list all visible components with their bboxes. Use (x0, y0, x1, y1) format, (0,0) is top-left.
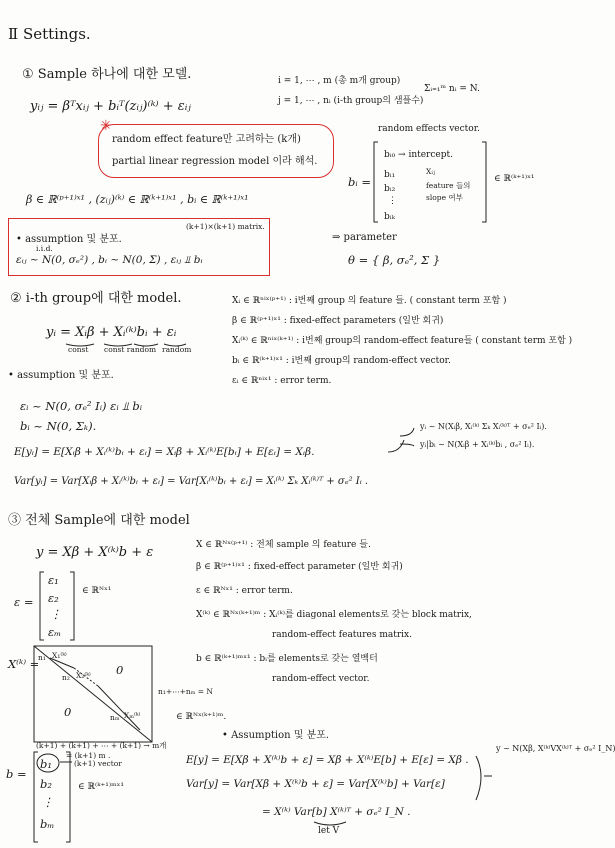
assumption-equation: εᵢⱼ ~ N(0, σₑ²) , bᵢ ~ N(0, Σ) , εᵢⱼ ⫫ bᵢ (16, 254, 203, 266)
xk-block: Xₘ⁽ᵏ⁾ (124, 711, 141, 720)
random-effects-label: random effects vector. (378, 124, 480, 134)
xk-n-label: nₘ (110, 713, 120, 722)
sec2-expectation: E[yᵢ] = E[Xᵢβ + Xᵢ⁽ᵏ⁾bᵢ + εᵢ] = Xᵢβ + Xᵢ⁽ᵏ⁾E[bᵢ] + E[εᵢ] = Xᵢβ. (14, 446, 315, 458)
underbrace-label: random (162, 345, 192, 354)
sec3-variance: Var[y] = Var[Xβ + X⁽ᵏ⁾b + ε] = Var[X⁽ᵏ⁾b] + Var[ε] (186, 778, 445, 790)
bi-feature-slope: feature 들의 (426, 181, 471, 190)
bi-feature-slope: slope 여부 (426, 193, 463, 202)
note-line1: random effect feature만 고려하는 (k개) (112, 134, 301, 145)
eps-dimension: ∈ ℝᴺˣ¹ (82, 586, 112, 596)
sec2-def: bᵢ ∈ ℝ⁽ᵏ⁺¹⁾ˣ¹ : i번째 group의 random-effect vector. (232, 356, 451, 366)
sec3-def: X⁽ᵏ⁾ ∈ ℝᴺˣ⁽ᵏ⁺¹⁾ᵐ : Xᵢ⁽ᵏ⁾를 diagonal elements로 갖는 block matrix, (196, 610, 472, 620)
b-note: (k+1) vector (74, 759, 122, 768)
section3-equation: y = Xβ + X⁽ᵏ⁾b + ε (36, 545, 154, 560)
b-row: bₘ (40, 817, 55, 831)
section2-equation: yᵢ = Xᵢβ + Xᵢ⁽ᵏ⁾bᵢ + εᵢ (46, 325, 177, 340)
bi-row: bᵢₖ (384, 212, 395, 222)
sec2-assumption-b: bᵢ ~ N(0, Σₖ). (20, 419, 97, 433)
b-lhs: b = (6, 767, 27, 781)
xk-block: X₁⁽ᵏ⁾ (52, 651, 67, 660)
bi-row: bᵢ₂ (384, 184, 396, 194)
sec2-def: Xᵢ ∈ ℝⁿⁱˣ⁽ᵖ⁺¹⁾ : i번째 group 의 feature 들. ( constant term 포함 ) (232, 296, 507, 306)
section2-title: ② i-th group에 대한 model. (10, 291, 182, 306)
sec3-distribution: y ~ N(Xβ, X⁽ᵏ⁾VX⁽ᵏ⁾ᵀ + σₑ² I_N) (496, 744, 615, 753)
sec2-assumption-eps: εᵢ ~ N(0, σₑ² Iᵢ) εᵢ ⫫ bᵢ (20, 399, 143, 413)
parameter-title: ⇒ parameter (332, 232, 397, 243)
sec2-variance: Var[yᵢ] = Var[Xᵢβ + Xᵢ⁽ᵏ⁾bᵢ + εᵢ] = Var[Xᵢ⁽ᵏ⁾bᵢ + εᵢ] = Xᵢ⁽ᵏ⁾ Σₖ Xᵢ⁽ᵏ⁾ᵀ + σₑ² Iᵢ . (14, 476, 369, 487)
underbrace-label: const (68, 345, 89, 354)
sec2-distribution-conditional: yᵢ|bᵢ ~ N(Xᵢβ + Xᵢ⁽ᵏ⁾bᵢ , σₑ² Iᵢ). (420, 440, 535, 449)
sec3-def: β ∈ ℝ⁽ᵖ⁺¹⁾ˣ¹ : fixed-effect parameter (일반 회귀) (196, 562, 403, 572)
bi-row: bᵢ₀ → intercept. (384, 150, 453, 160)
eps-row: ε₁ (48, 573, 59, 587)
let-v-label: let V (318, 826, 340, 836)
iid-label: i.i.d. (36, 244, 53, 253)
eps-lhs: ε = (14, 595, 34, 609)
asterisk-icon: ✳ (100, 118, 112, 134)
sec2-distribution-marginal: yᵢ ~ N(Xᵢβ, Xᵢ⁽ᵏ⁾ Σₖ Xᵢ⁽ᵏ⁾ᵀ + σₑ² Iᵢ). (420, 422, 547, 431)
dimension-line: β ∈ ℝ⁽ᵖ⁺¹⁾ˣ¹ , (zᵢⱼ)⁽ᵏ⁾ ∈ ℝ⁽ᵏ⁺¹⁾ˣ¹ , bᵢ ∈ ℝ⁽ᵏ⁺¹⁾ˣ¹ (26, 193, 249, 206)
sec3-def: X ∈ ℝᴺˣ⁽ᵖ⁺¹⁾ : 전체 sample 의 feature 들. (196, 540, 371, 550)
sec3-def: ε ∈ ℝᴺˣ¹ : error term. (196, 586, 293, 596)
assumption-title: • assumption 및 분포. (16, 234, 122, 245)
sec3-variance-result: = X⁽ᵏ⁾ Var[b] X⁽ᵏ⁾ᵀ + σₑ² I_N . (262, 806, 411, 818)
b-row: b₂ (40, 777, 52, 791)
eps-row: ⋮ (50, 607, 62, 621)
xk-n-label: n₁ (38, 653, 46, 662)
underbrace-label: const random (104, 345, 157, 354)
bi-x-label: Xᵢⱼ (426, 167, 435, 176)
b-row: ⋮ (42, 795, 54, 809)
sec2-def: Xᵢ⁽ᵏ⁾ ∈ ℝⁿⁱˣ⁽ᵏ⁺¹⁾ : i번째 group의 random-effect feature들 ( constant term 포함 ) (232, 336, 573, 346)
xk-lhs: X⁽ᵏ⁾ = (8, 657, 40, 671)
index-j: j = 1, ⋯ , nᵢ (i-th group의 샘플수) (278, 96, 424, 106)
bi-row: ⋮ (388, 196, 397, 206)
bi-row: bᵢ₁ (384, 170, 396, 180)
sec3-def: b ∈ ℝ⁽ᵏ⁺¹⁾ᵐˣ¹ : bᵢ를 elements로 갖는 열벡터 (196, 654, 378, 664)
xk-block: X₂⁽ᵏ⁾ (76, 671, 91, 680)
xk-n-label: n₂ (62, 673, 70, 682)
xk-zero: 0 (116, 663, 124, 677)
b-dimension: ∈ ℝ⁽ᵏ⁺¹⁾ᵐˣ¹ (78, 782, 125, 792)
xk-dimension: ∈ ℝᴺˣ⁽ᵏ⁺¹⁾ᵐ. (176, 712, 227, 722)
sec3-assumption-title: • Assumption 및 분포. (222, 730, 330, 741)
matrix-note: (k+1)×(k+1) matrix. (186, 222, 265, 231)
bi-dimension: ∈ ℝ⁽ᵏ⁺¹⁾ˣ¹ (494, 174, 535, 184)
bi-lhs: bᵢ = (348, 175, 371, 189)
sec3-expectation: E[y] = E[Xβ + X⁽ᵏ⁾b + ε] = Xβ + X⁽ᵏ⁾E[b] + E[ε] = Xβ . (186, 754, 469, 766)
xk-col-sum: (k+1) + (k+1) + ⋯ + (k+1) → m개 (36, 741, 167, 750)
xk-col-sum2: = (k+1) m . (66, 751, 111, 760)
section3-title: ③ 전체 Sample에 대한 model (8, 513, 190, 528)
sec2-def: εᵢ ∈ ℝⁿⁱˣ¹ : error term. (232, 376, 332, 386)
sec2-assumption-title: • assumption 및 분포. (8, 370, 114, 381)
note-line2: partial linear regression model 이라 해석. (112, 156, 318, 167)
sec3-def: random-effect features matrix. (272, 630, 412, 640)
xk-zero: 0 (64, 705, 72, 719)
parameter-set: θ = { β, σₑ², Σ } (348, 253, 441, 267)
sum-n: Σᵢ₌₁ᵐ nᵢ = N. (424, 84, 480, 94)
xk-row-sum: n₁+⋯+nₘ = N (158, 687, 213, 696)
section1-equation: yᵢⱼ = βᵀxᵢⱼ + bᵢᵀ(zᵢⱼ)⁽ᵏ⁾ + εᵢⱼ (30, 99, 191, 114)
eps-row: ε₂ (48, 591, 59, 605)
index-i: i = 1, ⋯ , m (총 m개 group) (278, 76, 401, 86)
b-row: b₁ (40, 757, 52, 771)
eps-row: εₘ (48, 625, 62, 639)
sec2-def: β ∈ ℝ⁽ᵖ⁺¹⁾ˣ¹ : fixed-effect parameters (일반 회귀) (232, 316, 444, 326)
page-heading: Ⅱ Settings. (8, 25, 91, 43)
sec3-def: random-effect vector. (272, 674, 370, 684)
section1-title: ① Sample 하나에 대한 모델. (22, 67, 192, 82)
